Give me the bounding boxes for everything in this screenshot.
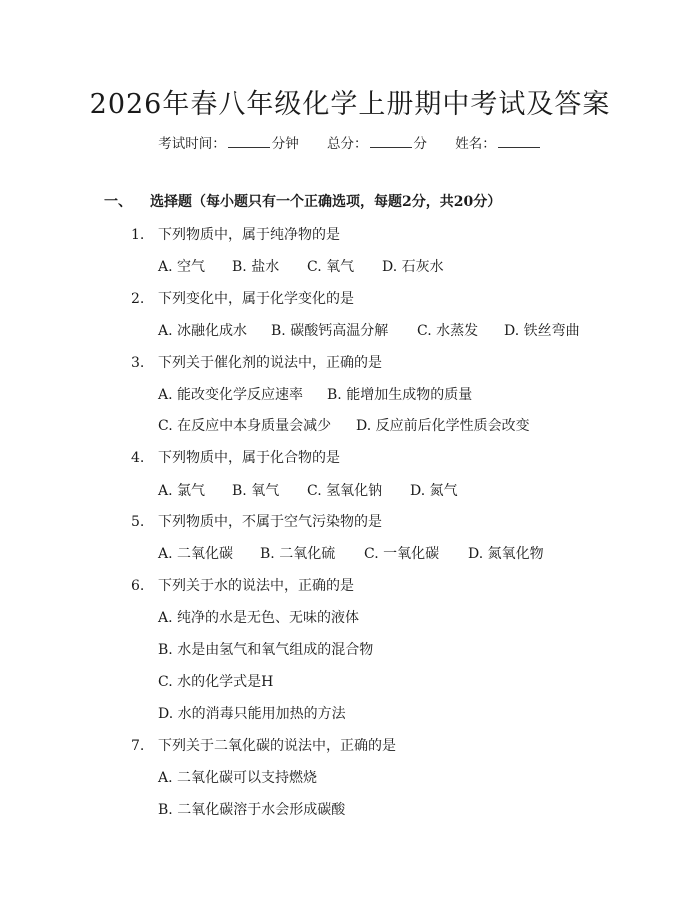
option-d: D. 反应前后化学性质会改变 bbox=[356, 418, 530, 434]
option-c: C. 氢氧化钠 bbox=[307, 483, 383, 499]
question-3-options-row2 bbox=[158, 415, 530, 435]
option-a: A. 二氧化碳 bbox=[158, 546, 234, 562]
option-a: A. 能改变化学反应速率 bbox=[158, 387, 304, 403]
question-number: 6. bbox=[131, 578, 145, 594]
question-4 bbox=[131, 447, 340, 467]
question-text: 下列物质中，属于纯净物的是 bbox=[158, 227, 340, 243]
question-3 bbox=[131, 352, 382, 372]
section-number: 一、 bbox=[104, 194, 132, 210]
question-6-option-b: B. 水是由氢气和氧气组成的混合物 bbox=[158, 642, 374, 658]
option-b: B. 盐水 bbox=[232, 259, 280, 275]
question-text: 下列物质中，属于化合物的是 bbox=[158, 450, 340, 466]
question-6 bbox=[131, 575, 354, 595]
question-5 bbox=[131, 511, 382, 531]
option-b: B. 碳酸钙高温分解 bbox=[271, 323, 389, 339]
student-name bbox=[455, 136, 542, 152]
question-text: 下列物质中，不属于空气污染物的是 bbox=[158, 514, 382, 530]
question-text: 下列关于催化剂的说法中，正确的是 bbox=[158, 355, 382, 371]
option-b: B. 氧气 bbox=[232, 483, 280, 499]
question-1-options bbox=[158, 256, 444, 276]
question-number: 3. bbox=[131, 355, 145, 371]
time-blank bbox=[228, 135, 270, 148]
question-text: 下列关于二氧化碳的说法中，正确的是 bbox=[158, 738, 396, 754]
question-2 bbox=[131, 288, 354, 308]
question-number: 2. bbox=[131, 291, 145, 307]
question-6-option-a: A. 纯净的水是无色、无味的液体 bbox=[158, 610, 360, 626]
exam-info-line bbox=[0, 132, 700, 152]
option-d: D. 石灰水 bbox=[382, 259, 444, 275]
option-c: C. 水蒸发 bbox=[417, 323, 479, 339]
name-label: 姓名： bbox=[455, 136, 496, 152]
question-6-option-d: D. 水的消毒只能用加热的方法 bbox=[158, 706, 346, 722]
option-a: A. 氯气 bbox=[158, 483, 206, 499]
score-unit: 分 bbox=[413, 136, 427, 152]
question-number: 5. bbox=[131, 514, 145, 530]
time-unit: 分钟 bbox=[271, 136, 299, 152]
question-5-options bbox=[158, 543, 544, 563]
option-c: C. 在反应中本身质量会减少 bbox=[158, 418, 332, 434]
question-7-option-b: B. 二氧化碳溶于水会形成碳酸 bbox=[158, 802, 346, 818]
question-text: 下列关于水的说法中，正确的是 bbox=[158, 578, 354, 594]
section-title: 选择题（每小题只有一个正确选项，每题2分，共20分） bbox=[150, 194, 502, 210]
option-d: D. 氮气 bbox=[410, 483, 458, 499]
question-text: 下列变化中，属于化学变化的是 bbox=[158, 291, 354, 307]
question-2-options bbox=[158, 320, 580, 340]
question-3-options-row1 bbox=[158, 384, 472, 404]
name-blank bbox=[498, 135, 540, 148]
total-score bbox=[327, 136, 431, 152]
option-b: B. 二氧化硫 bbox=[260, 546, 336, 562]
option-a: A. 冰融化成水 bbox=[158, 323, 248, 339]
question-number: 7. bbox=[131, 738, 145, 754]
question-7 bbox=[131, 735, 396, 755]
question-6-option-c: C. 水的化学式是H bbox=[158, 674, 274, 690]
question-number: 1. bbox=[131, 227, 145, 243]
option-d: D. 氮氧化物 bbox=[468, 546, 544, 562]
page-title: 2026年春八年级化学上册期中考试及答案 bbox=[89, 89, 611, 120]
option-d: D. 铁丝弯曲 bbox=[504, 323, 580, 339]
exam-time bbox=[158, 136, 303, 152]
score-label: 总分： bbox=[327, 136, 368, 152]
option-b: B. 能增加生成物的质量 bbox=[327, 387, 473, 403]
time-label: 考试时间： bbox=[158, 136, 226, 152]
section-heading bbox=[104, 191, 501, 211]
option-c: C. 一氧化碳 bbox=[364, 546, 440, 562]
question-1 bbox=[131, 224, 340, 244]
option-a: A. 空气 bbox=[158, 259, 206, 275]
question-number: 4. bbox=[131, 450, 145, 466]
option-c: C. 氧气 bbox=[307, 259, 355, 275]
question-7-option-a: A. 二氧化碳可以支持燃烧 bbox=[158, 770, 318, 786]
question-4-options bbox=[158, 480, 458, 500]
score-blank bbox=[370, 135, 412, 148]
